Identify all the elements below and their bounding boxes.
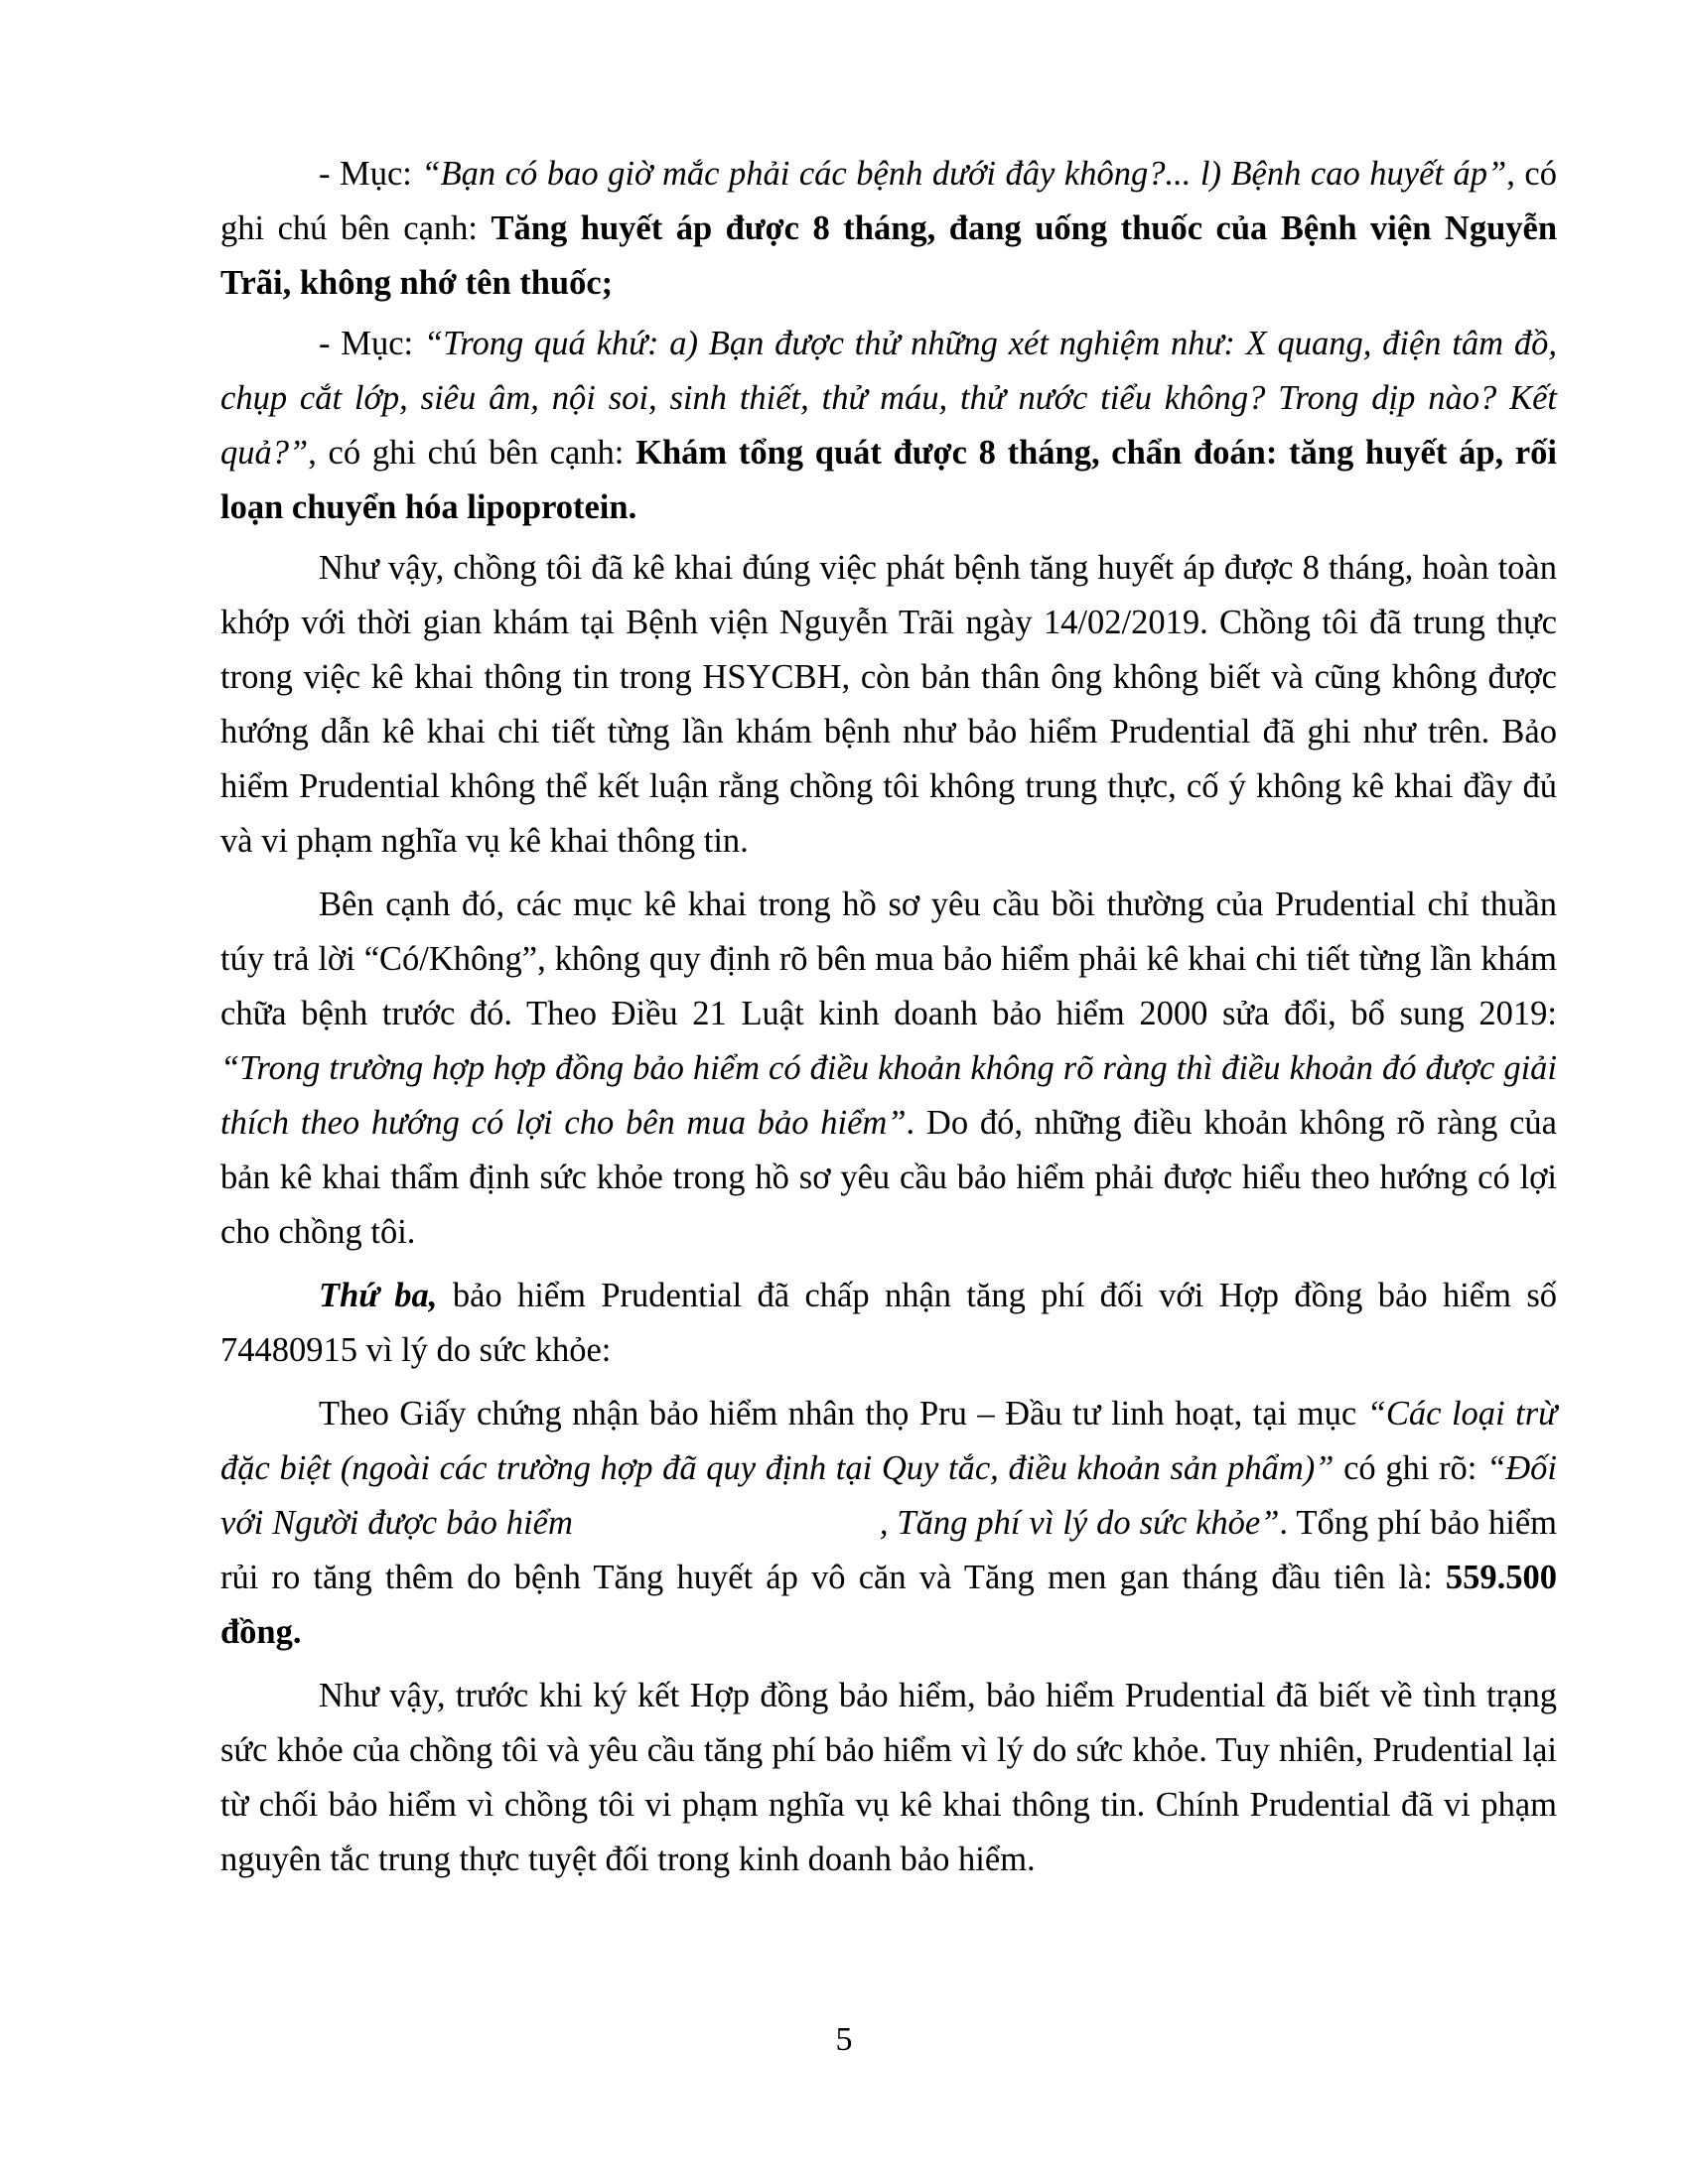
paragraph-final-conclusion: Như vậy, trước khi ký kết Hợp đồng bảo hiểm, bảo hiểm Prudential đã biết về tình trạng sức khỏe của chồng tôi và yêu cầu tăng phí bảo hiểm vì lý do sức khỏe. Tuy nhiên, Prudential lại từ chối bảo hiểm vì chồng tôi vi phạm nghĩa vụ kê khai thông tin. Chính Prudential đã vi phạm nguyên tắc trung thực tuyệt đối trong kinh doanh bảo hiểm.: [220, 1677, 1557, 1878]
paragraph-text: có ghi rõ:: [1334, 1449, 1487, 1487]
paragraph-text: bảo hiểm Prudential đã chấp nhận tăng phí đối với Hợp đồng bảo hiểm số 74480915 vì lý do sức khỏe:: [220, 1277, 1557, 1369]
note-intro: , có ghi chú bên cạnh:: [220, 155, 1557, 247]
paragraph-conclusion-declaration: Như vậy, chồng tôi đã kê khai đúng việc phát bệnh tăng huyết áp được 8 tháng, hoàn toàn khớp với thời gian khám tại Bệnh viện Nguyễn Trãi ngày 14/02/2019. Chồng tôi đã trung thực trong việc kê khai thông tin trong HSYCBH, còn bản thân ông không biết và cũng không được hướng dẫn kê khai chi tiết từng lần khám bệnh như bảo hiểm Prudential đã ghi như trên. Bảo hiểm Prudential không thể kết luận rằng chồng tôi không trung thực, cố ý không kê khai đầy đủ và vi phạm nghĩa vụ kê khai thông tin.: [220, 549, 1557, 860]
document-body: [220, 147, 1557, 1896]
exclusion-quote: “Các loại trừ đặc biệt (ngoài các trường hợp đã quy định tại Quy tắc, điều khoản sản phẩm)”: [220, 1395, 1558, 1487]
question-quote: “Bạn có bao giờ mắc phải các bệnh dưới đây không?... l) Bệnh cao huyết áp”: [421, 155, 1507, 193]
insured-quote-start: “Đối với Người được bảo hiểm: [220, 1449, 1557, 1542]
paragraph-ambiguous-terms: [220, 878, 1557, 1260]
redacted-region: [582, 1502, 880, 1542]
law-quote: “Trong trường hợp hợp đồng bảo hiểm có điều khoản không rõ ràng thì điều khoản đó được giải thích theo hướng có lợi cho bên mua bảo hiểm”: [220, 1049, 1557, 1142]
question-quote: “Trong quá khứ: a) Bạn được thử những xét nghiệm như: X quang, điện tâm đồ, chụp cắt lớp, siêu âm, nội soi, sinh thiết, thử máu, thử nước tiểu không? Trong dịp nào? Kết quả?”: [220, 325, 1557, 472]
item-prefix: - Mục:: [319, 155, 422, 193]
paragraph-certificate: [220, 1387, 1557, 1660]
paragraph-text: . Tổng phí bảo hiểm rủi ro tăng thêm do bệnh Tăng huyết áp vô căn và Tăng men gan tháng đầu tiên là:: [220, 1504, 1557, 1596]
note-text: Tăng huyết áp được 8 tháng, đang uống thuốc của Bệnh viện Nguyễn Trãi, không nhớ tên thuốc;: [220, 209, 1558, 302]
section-lead: Thứ ba,: [319, 1277, 438, 1314]
item-high-blood-pressure: [220, 147, 1557, 311]
item-past-tests: [220, 317, 1557, 535]
paragraph-text: Theo Giấy chứng nhận bảo hiểm nhân thọ Pru – Đầu tư linh hoạt, tại mục: [319, 1395, 1367, 1433]
insured-quote-end: , Tăng phí vì lý do sức khỏe”: [879, 1504, 1280, 1542]
page-number: 5: [835, 2021, 853, 2058]
premium-amount: 559.500 đồng.: [220, 1559, 1557, 1651]
paragraph-third-point: [220, 1269, 1557, 1378]
note-intro: , có ghi chú bên cạnh:: [308, 434, 636, 472]
note-text: Khám tổng quát được 8 tháng, chẩn đoán: tăng huyết áp, rối loạn chuyển hóa lipoprotein.: [220, 434, 1557, 526]
item-prefix: - Mục:: [319, 325, 424, 362]
paragraph-text: . Do đó, những điều khoản không rõ ràng của bản kê khai thẩm định sức khỏe trong hồ sơ yêu cầu bảo hiểm phải được hiểu theo hướng có lợi cho chồng tôi.: [220, 1104, 1557, 1251]
paragraph-text: Bên cạnh đó, các mục kê khai trong hồ sơ yêu cầu bồi thường của Prudential chỉ thuần túy trả lời “Có/Không”, không quy định rõ bên mua bảo hiểm phải kê khai chi tiết từng lần khám chữa bệnh trước đó. Theo Điều 21 Luật kinh doanh bảo hiểm 2000 sửa đổi, bổ sung 2019:: [220, 886, 1557, 1032]
